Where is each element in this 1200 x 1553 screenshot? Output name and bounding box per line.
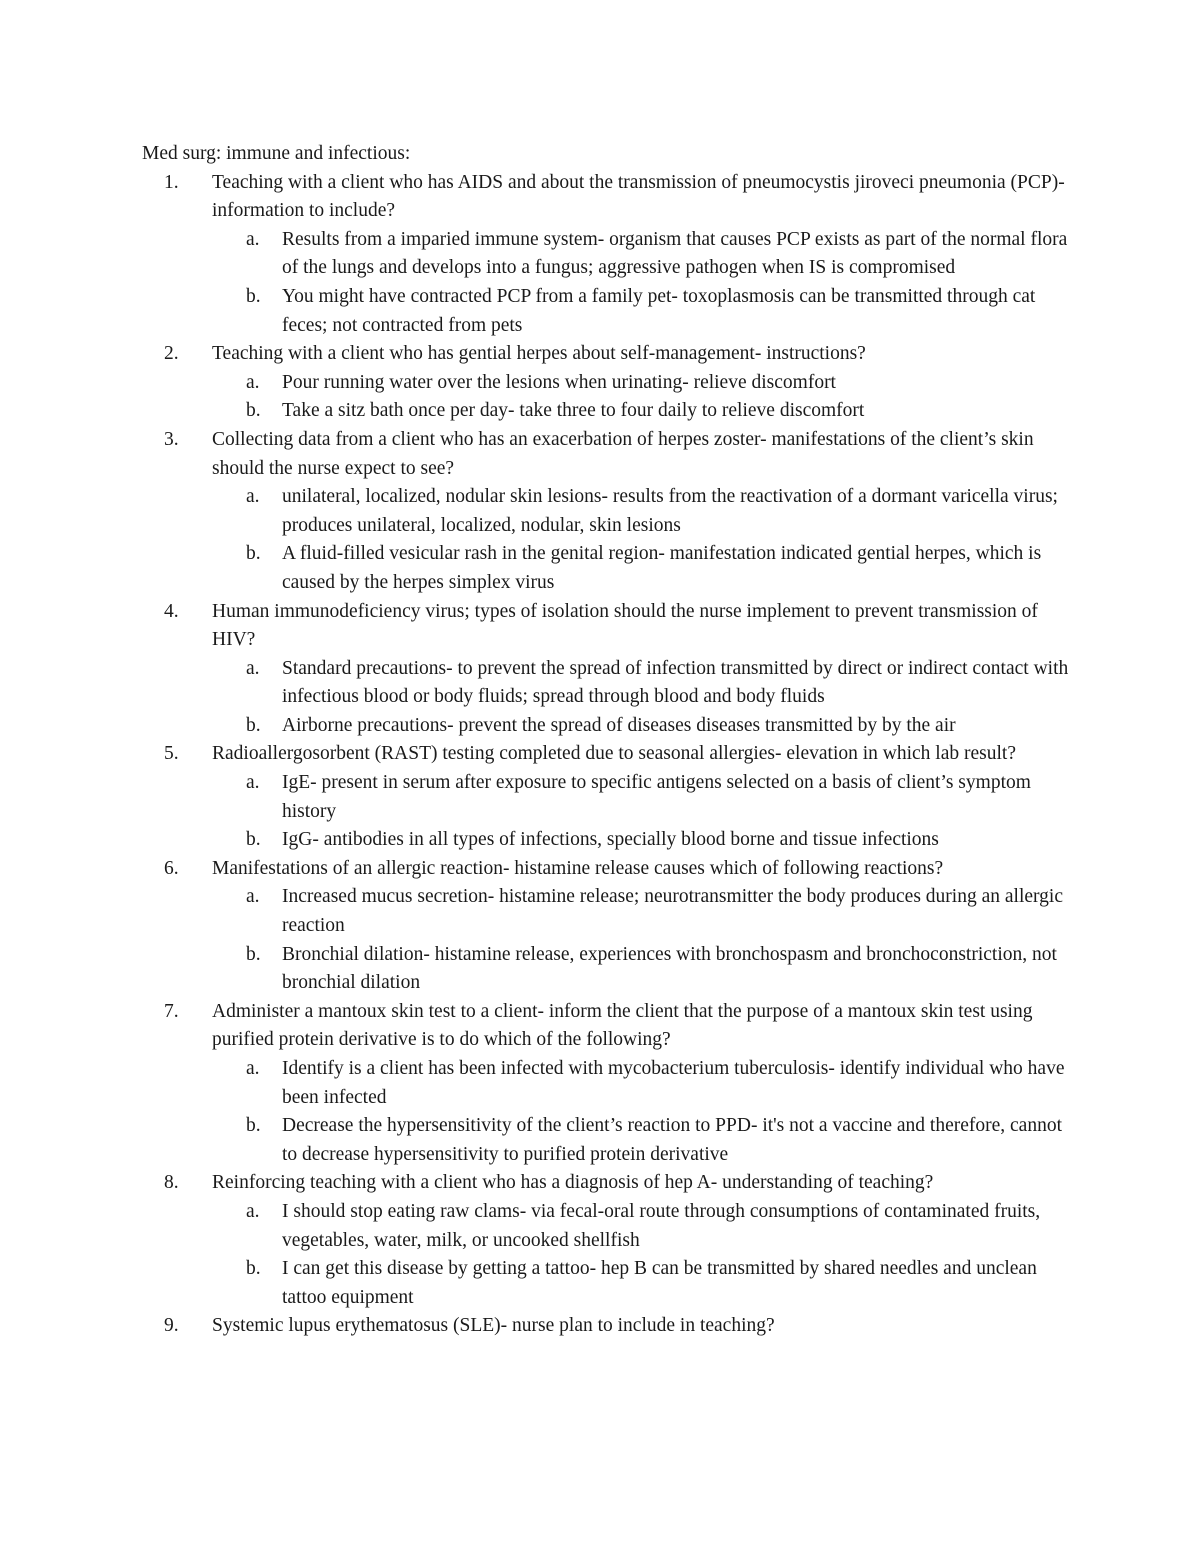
question-number: 3.	[164, 428, 179, 450]
answer-item	[142, 1255, 1082, 1312]
answer-letter: b.	[246, 1258, 261, 1280]
question-text: Human immunodeficiency virus; types of isolation should the nurse implement to prevent transmission of HIV?	[212, 600, 1038, 651]
answer-list	[212, 1198, 1082, 1312]
answer-letter: a.	[246, 1200, 260, 1222]
question-text: Radioallergosorbent (RAST) testing completed due to seasonal allergies- elevation in which lab result?	[212, 743, 1016, 765]
answer-item	[142, 1198, 1082, 1255]
answer-letter: b.	[246, 400, 261, 422]
question-list	[142, 169, 1082, 1341]
answer-text: I should stop eating raw clams- via fecal-oral route through consumptions of contaminated fruits, vegetables, water, milk, or uncooked shellfish	[282, 1200, 1041, 1251]
question-number: 9.	[164, 1315, 179, 1337]
question-text: Administer a mantoux skin test to a client- inform the client that the purpose of a mantoux skin test using purified protein derivative is to do which of the following?	[212, 1000, 1033, 1051]
question-item	[142, 169, 1082, 341]
question-item	[142, 598, 1082, 741]
answer-text: IgE- present in serum after exposure to specific antigens selected on a basis of client’s symptom history	[282, 772, 1031, 822]
document-body	[142, 140, 1082, 1341]
question-text: Systemic lupus erythematosus (SLE)- nurse plan to include in teaching?	[212, 1315, 775, 1337]
answer-text: Increased mucus secretion- histamine release; neurotransmitter the body produces during an allergic reaction	[282, 886, 1063, 937]
answer-list	[212, 883, 1082, 997]
answer-text: IgG- antibodies in all types of infections, specially blood borne and tissue infections	[282, 829, 939, 851]
answer-item	[142, 283, 1082, 340]
answer-letter: a.	[246, 1058, 260, 1079]
question-item	[142, 1312, 1082, 1341]
question-item	[142, 340, 1082, 426]
answer-item	[142, 941, 1082, 998]
question-item	[142, 426, 1082, 598]
answer-letter: a.	[246, 486, 260, 508]
answer-list	[212, 1055, 1082, 1169]
answer-list	[212, 483, 1082, 597]
question-text: Teaching with a client who has AIDS and about the transmission of pneumocystis jiroveci pneumonia (PCP)- information to include?	[212, 171, 1065, 222]
answer-text: unilateral, localized, nodular skin lesions- results from the reactivation of a dormant varicella virus; produces unilateral, localized, nodular, skin lesions	[282, 486, 1058, 536]
answer-letter: a.	[246, 772, 260, 794]
question-item	[142, 998, 1082, 1170]
answer-text: Results from a imparied immune system- organism that causes PCP exists as part of the normal flora of the lungs and develops into a fungus; aggressive pathogen when IS is compromised	[282, 228, 1068, 279]
question-text: Collecting data from a client who has an exacerbation of herpes zoster- manifestations of the client’s skin should the nurse expect to see?	[212, 428, 1034, 479]
answer-item	[142, 883, 1082, 940]
answer-letter: b.	[246, 943, 261, 965]
answer-text: Airborne precautions- prevent the spread of diseases diseases transmitted by by the air	[282, 714, 956, 736]
question-number: 6.	[164, 857, 179, 879]
answer-list	[212, 655, 1082, 741]
answer-letter: a.	[246, 228, 260, 250]
question-number: 1.	[164, 171, 179, 193]
answer-letter: b.	[246, 543, 261, 565]
answer-letter: b.	[246, 285, 261, 307]
answer-item	[142, 483, 1082, 540]
answer-letter: a.	[246, 371, 260, 393]
question-text: Manifestations of an allergic reaction- histamine release causes which of following reactions?	[212, 857, 944, 879]
question-number: 4.	[164, 600, 179, 622]
question-item	[142, 1169, 1082, 1312]
answer-list	[212, 226, 1082, 340]
answer-letter: a.	[246, 886, 260, 908]
answer-item	[142, 1055, 1082, 1112]
answer-item	[142, 712, 1082, 741]
answer-text: Standard precautions- to prevent the spread of infection transmitted by direct or indirect contact with infectious blood or body fluids; spread through blood and body fluids	[282, 657, 1069, 708]
answer-text: Bronchial dilation- histamine release, experiences with bronchospasm and bronchoconstriction, not bronchial dilation	[282, 943, 1057, 994]
answer-text: Pour running water over the lesions when urinating- relieve discomfort	[282, 371, 836, 393]
answer-text: Take a sitz bath once per day- take three to four daily to relieve discomfort	[282, 400, 865, 422]
answer-item	[142, 655, 1082, 712]
document-heading: Med surg: immune and infectious:	[142, 143, 411, 164]
answer-letter: b.	[246, 714, 261, 736]
answer-item	[142, 226, 1082, 283]
answer-text: A fluid-filled vesicular rash in the genital region- manifestation indicated gential herpes, which is caused by the herpes simplex virus	[282, 543, 1042, 593]
question-text: Reinforcing teaching with a client who has a diagnosis of hep A- understanding of teaching?	[212, 1172, 934, 1194]
answer-item	[142, 397, 1082, 426]
question-number: 7.	[164, 1000, 179, 1022]
answer-text: Decrease the hypersensitivity of the client’s reaction to PPD- it's not a vaccine and therefore, cannot to decrease hypersensitivity to purified protein derivative	[282, 1115, 1062, 1165]
question-item	[142, 740, 1082, 854]
answer-letter: a.	[246, 657, 260, 679]
answer-item	[142, 369, 1082, 398]
question-number: 8.	[164, 1172, 179, 1194]
answer-letter: b.	[246, 1115, 261, 1137]
answer-list	[212, 369, 1082, 426]
answer-letter: b.	[246, 829, 261, 851]
answer-item	[142, 769, 1082, 826]
answer-item	[142, 540, 1082, 597]
answer-list	[212, 769, 1082, 855]
question-text: Teaching with a client who has gential herpes about self-management- instructions?	[212, 343, 866, 365]
answer-text: You might have contracted PCP from a family pet- toxoplasmosis can be transmitted through cat feces; not contracted from pets	[282, 285, 1036, 336]
answer-item	[142, 1112, 1082, 1169]
answer-text: I can get this disease by getting a tattoo- hep B can be transmitted by shared needles and unclean tattoo equipment	[282, 1258, 1037, 1308]
answer-text: Identify is a client has been infected with mycobacterium tuberculosis- identify individual who have been infected	[282, 1058, 1065, 1108]
question-item	[142, 855, 1082, 998]
question-number: 5.	[164, 743, 179, 765]
answer-item	[142, 826, 1082, 855]
question-number: 2.	[164, 343, 179, 365]
